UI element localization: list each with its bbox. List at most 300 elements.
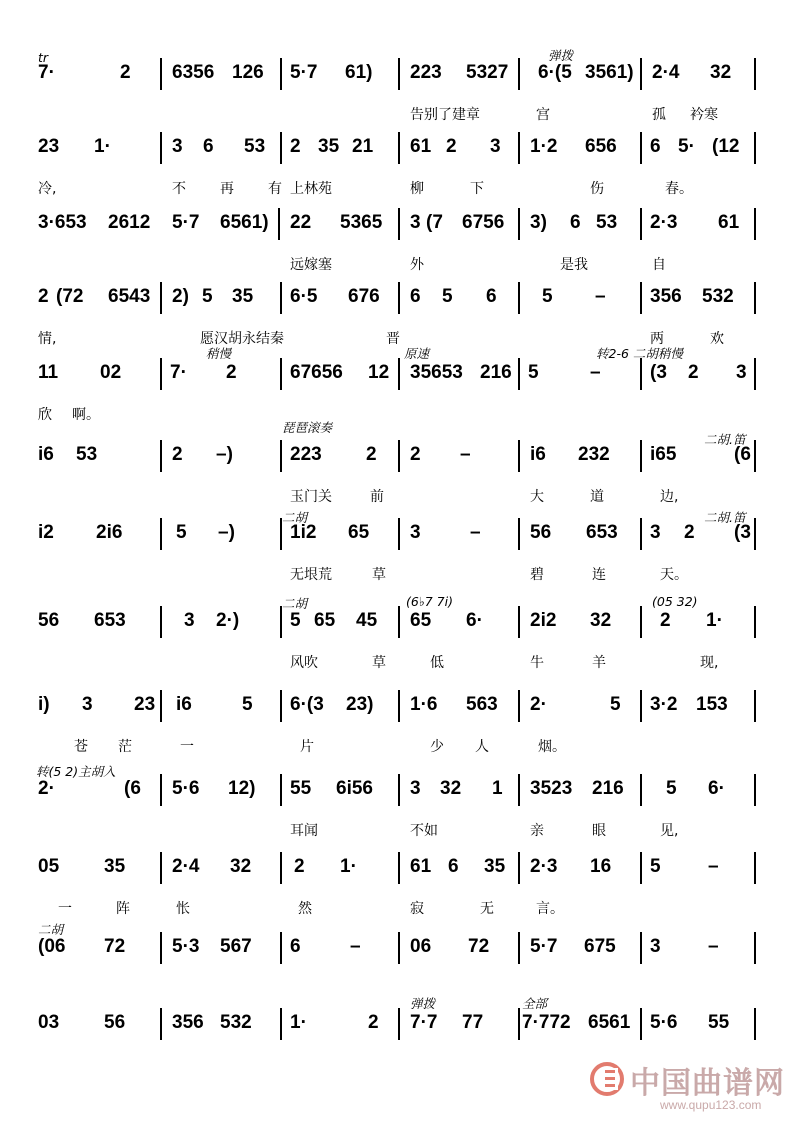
- barline: [398, 932, 400, 964]
- barline: [160, 440, 162, 472]
- note-group: 21: [352, 136, 374, 157]
- note-group: 5: [242, 694, 253, 715]
- note-group: 32: [440, 778, 462, 799]
- note-group: 3·653: [38, 212, 87, 233]
- note-group: 6: [486, 286, 497, 307]
- note-group: 5·6: [650, 1012, 678, 1033]
- note-group: 2: [368, 1012, 379, 1033]
- note-group: 3: [410, 778, 421, 799]
- note-group: 532: [220, 1012, 252, 1033]
- barline: [754, 932, 756, 964]
- lyric-syllable: 告别了建章: [410, 107, 480, 123]
- barline: [754, 208, 756, 240]
- note-group: –: [708, 856, 719, 877]
- lyric-syllable: 眼: [592, 823, 606, 839]
- note-group: 6: [203, 136, 214, 157]
- note-line: [0, 358, 792, 388]
- note-group: 3: [650, 522, 661, 543]
- note-group: 5·3: [172, 936, 200, 957]
- note-group: 563: [466, 694, 498, 715]
- lyric-syllable: 草: [372, 655, 386, 671]
- note-line: [0, 440, 792, 470]
- note-group: 16: [590, 856, 612, 877]
- note-group: 3: [410, 212, 421, 233]
- performance-annotation: 二胡.笛: [704, 510, 746, 525]
- note-group: 2i2: [530, 610, 557, 631]
- note-group: 77: [462, 1012, 484, 1033]
- note-group: 3: [410, 522, 421, 543]
- note-group: 5: [442, 286, 453, 307]
- note-group: 6756: [462, 212, 505, 233]
- performance-annotation: (05 32): [652, 594, 698, 609]
- note-group: 3523: [530, 778, 573, 799]
- note-group: 2: [294, 856, 305, 877]
- note-group: 6: [570, 212, 581, 233]
- note-group: 05: [38, 856, 60, 877]
- note-group: 2612: [108, 212, 151, 233]
- note-group: 5·6: [172, 778, 200, 799]
- note-group: 3: [82, 694, 93, 715]
- lyric-syllable: 无: [480, 901, 494, 917]
- note-group: (3: [734, 522, 751, 543]
- note-group: 02: [100, 362, 122, 383]
- barline: [398, 282, 400, 314]
- note-group: 126: [232, 62, 264, 83]
- performance-annotation: 二胡.笛: [704, 432, 746, 447]
- barline: [278, 208, 280, 240]
- note-group: 35: [484, 856, 506, 877]
- note-group: 65: [348, 522, 370, 543]
- note-group: 2·4: [652, 62, 680, 83]
- note-group: 2·3: [650, 212, 678, 233]
- lyric-syllable: 远嫁塞: [290, 257, 332, 273]
- note-group: 53: [596, 212, 618, 233]
- note-group: 67656: [290, 362, 343, 383]
- note-line: [0, 774, 792, 804]
- note-group: 5·: [678, 136, 695, 157]
- lyric-syllable: 烟。: [538, 739, 566, 755]
- performance-annotation: 全部: [522, 996, 548, 1011]
- note-group: i6: [176, 694, 192, 715]
- lyric-syllable: 风吹: [290, 655, 318, 671]
- barline: [754, 518, 756, 550]
- barline: [398, 358, 400, 390]
- barline: [754, 282, 756, 314]
- note-group: 6: [650, 136, 661, 157]
- barline: [398, 58, 400, 90]
- note-group: i2: [38, 522, 54, 543]
- note-group: 3): [530, 212, 547, 233]
- note-group: 532: [702, 286, 734, 307]
- lyric-syllable: 一: [180, 739, 194, 755]
- lyric-syllable: 上林苑: [290, 181, 332, 197]
- lyric-syllable: 冷,: [38, 181, 57, 197]
- note-line: [0, 852, 792, 882]
- barline: [160, 690, 162, 722]
- note-group: 32: [590, 610, 612, 631]
- barline: [518, 440, 520, 472]
- note-line: [0, 208, 792, 238]
- lyric-syllable: 然: [298, 901, 312, 917]
- note-group: 5: [542, 286, 553, 307]
- barline: [518, 1008, 520, 1040]
- note-group: 5: [650, 856, 661, 877]
- watermark-url: www.qupu123.com: [660, 1098, 762, 1112]
- lyric-syllable: 晋: [386, 331, 400, 347]
- barline: [754, 606, 756, 638]
- note-line: [0, 690, 792, 720]
- note-group: 356: [650, 286, 682, 307]
- lyric-syllable: 不如: [410, 823, 438, 839]
- lyric-syllable: 宫: [536, 107, 550, 123]
- barline: [754, 132, 756, 164]
- note-group: –: [350, 936, 361, 957]
- watermark: [590, 1058, 790, 1118]
- barline: [640, 690, 642, 722]
- note-group: i): [38, 694, 50, 715]
- note-group: 65: [410, 610, 432, 631]
- note-group: i65: [650, 444, 677, 465]
- lyric-syllable: 啊。: [72, 407, 100, 423]
- barline: [398, 518, 400, 550]
- note-line: [0, 932, 792, 962]
- lyric-syllable: 见,: [660, 823, 679, 839]
- lyric-syllable: 自: [652, 257, 666, 273]
- note-group: 55: [290, 778, 312, 799]
- note-group: (3: [650, 362, 667, 383]
- barline: [398, 852, 400, 884]
- lyric-syllable: 愿汉胡永结秦: [200, 331, 284, 347]
- barline: [754, 440, 756, 472]
- note-group: 2: [226, 362, 237, 383]
- note-group: –): [218, 522, 235, 543]
- note-group: 61: [718, 212, 740, 233]
- lyric-syllable: 下: [470, 181, 484, 197]
- barline: [160, 774, 162, 806]
- note-group: 6i56: [336, 778, 373, 799]
- lyric-syllable: 边,: [660, 489, 679, 505]
- note-group: 56: [104, 1012, 126, 1033]
- note-group: 7·7: [410, 1012, 438, 1033]
- note-group: 6·(5: [538, 62, 572, 83]
- barline: [518, 606, 520, 638]
- barline: [640, 440, 642, 472]
- note-group: 32: [710, 62, 732, 83]
- barline: [160, 932, 162, 964]
- note-group: 5: [666, 778, 677, 799]
- note-group: 1: [492, 778, 503, 799]
- note-group: 656: [585, 136, 617, 157]
- barline: [160, 358, 162, 390]
- note-group: 35: [318, 136, 340, 157]
- note-group: 2: [120, 62, 131, 83]
- barline: [280, 282, 282, 314]
- note-group: 61): [345, 62, 373, 83]
- note-group: 2): [172, 286, 189, 307]
- lyric-syllable: 言。: [536, 901, 564, 917]
- note-group: 356: [172, 1012, 204, 1033]
- note-group: 32: [230, 856, 252, 877]
- note-group: 5·7: [530, 936, 558, 957]
- lyric-syllable: 再: [220, 181, 234, 197]
- barline: [280, 358, 282, 390]
- note-group: –: [595, 286, 606, 307]
- note-group: –: [460, 444, 471, 465]
- note-line: [0, 282, 792, 312]
- note-group: 5: [528, 362, 539, 383]
- barline: [640, 774, 642, 806]
- note-group: 3: [650, 936, 661, 957]
- note-group: 7·772: [522, 1012, 571, 1033]
- note-group: 1·: [94, 136, 111, 157]
- barline: [398, 774, 400, 806]
- note-group: 2: [290, 136, 301, 157]
- lyric-syllable: 羊: [592, 655, 606, 671]
- barline: [280, 774, 282, 806]
- note-group: i6: [530, 444, 546, 465]
- note-group: 1·6: [410, 694, 438, 715]
- note-group: 1·: [340, 856, 357, 877]
- note-group: 1i2: [290, 522, 317, 543]
- note-group: 35653: [410, 362, 463, 383]
- note-group: 55: [708, 1012, 730, 1033]
- lyric-syllable: 牛: [530, 655, 544, 671]
- barline: [518, 932, 520, 964]
- performance-annotation: 二胡: [282, 510, 308, 525]
- note-line: [0, 518, 792, 548]
- note-group: 6561: [588, 1012, 631, 1033]
- note-group: 23): [346, 694, 374, 715]
- performance-annotation: 弹拨: [410, 996, 436, 1011]
- lyric-syllable: 现,: [700, 655, 719, 671]
- watermark-brand: 中国曲谱网: [630, 1066, 785, 1101]
- note-group: 1·2: [530, 136, 558, 157]
- lyric-syllable: 少: [430, 739, 444, 755]
- barline: [754, 690, 756, 722]
- performance-annotation: 琵琶滚奏: [282, 420, 333, 435]
- barline: [640, 1008, 642, 1040]
- lyric-syllable: 有: [268, 181, 282, 197]
- note-group: 5: [290, 610, 301, 631]
- lyric-syllable: 前: [370, 489, 384, 505]
- barline: [518, 208, 520, 240]
- note-line: [0, 1008, 792, 1038]
- note-group: (7: [426, 212, 443, 233]
- note-line: [0, 132, 792, 162]
- barline: [398, 208, 400, 240]
- barline: [640, 518, 642, 550]
- note-group: 3561): [585, 62, 634, 83]
- lyric-syllable: 一: [58, 901, 72, 917]
- note-group: 6561): [220, 212, 269, 233]
- barline: [754, 58, 756, 90]
- note-group: 61: [410, 856, 432, 877]
- note-group: 6543: [108, 286, 151, 307]
- lyric-syllable: 道: [590, 489, 604, 505]
- note-group: 3·2: [650, 694, 678, 715]
- note-group: (6: [734, 444, 751, 465]
- barline: [518, 132, 520, 164]
- note-group: 35: [104, 856, 126, 877]
- lyric-syllable: 碧: [530, 567, 544, 583]
- lyric-syllable: 外: [410, 257, 424, 273]
- note-group: 56: [530, 522, 552, 543]
- note-group: 223: [410, 62, 442, 83]
- note-group: –: [470, 522, 481, 543]
- barline: [280, 58, 282, 90]
- note-group: 5·7: [290, 62, 318, 83]
- performance-annotation: 转(5 2)主胡入: [36, 764, 116, 779]
- lyric-syllable: 耳闻: [290, 823, 318, 839]
- note-group: 653: [586, 522, 618, 543]
- performance-annotation: 原速: [404, 346, 430, 361]
- lyric-syllable: 阵: [116, 901, 130, 917]
- barline: [518, 282, 520, 314]
- lyric-syllable: 伤: [590, 181, 604, 197]
- lyric-syllable: 孤: [652, 107, 666, 123]
- note-group: 22: [290, 212, 312, 233]
- note-group: 2: [446, 136, 457, 157]
- note-group: 72: [104, 936, 126, 957]
- performance-annotation: 二胡: [38, 922, 64, 937]
- lyric-syllable: 柳: [410, 181, 424, 197]
- note-group: 06: [410, 936, 432, 957]
- barline: [398, 1008, 400, 1040]
- barline: [518, 358, 520, 390]
- note-group: 3: [736, 362, 747, 383]
- note-group: 5: [202, 286, 213, 307]
- barline: [640, 358, 642, 390]
- note-group: 1·: [290, 1012, 307, 1033]
- note-group: 35: [232, 286, 254, 307]
- barline: [640, 606, 642, 638]
- note-group: 2: [688, 362, 699, 383]
- note-group: 5: [610, 694, 621, 715]
- note-group: 653: [94, 610, 126, 631]
- note-group: 6·5: [290, 286, 318, 307]
- barline: [280, 852, 282, 884]
- note-group: 2i6: [96, 522, 123, 543]
- note-group: 567: [220, 936, 252, 957]
- lyric-syllable: 衿寒: [690, 107, 718, 123]
- barline: [280, 932, 282, 964]
- barline: [160, 1008, 162, 1040]
- performance-annotation: (6♭7 7i): [406, 594, 453, 609]
- note-group: 7·: [170, 362, 187, 383]
- note-group: 153: [696, 694, 728, 715]
- performance-annotation: 稍慢: [206, 346, 232, 361]
- note-group: 2: [410, 444, 421, 465]
- note-group: 23: [38, 136, 60, 157]
- lyric-syllable: 草: [372, 567, 386, 583]
- note-group: 11: [38, 362, 59, 383]
- barline: [754, 358, 756, 390]
- barline: [640, 852, 642, 884]
- note-group: 675: [584, 936, 616, 957]
- lyric-syllable: 寂: [410, 901, 424, 917]
- note-group: –): [216, 444, 233, 465]
- note-group: 6·: [708, 778, 725, 799]
- note-group: 216: [480, 362, 512, 383]
- lyric-syllable: 片: [300, 739, 314, 755]
- note-group: 2·): [216, 610, 240, 631]
- note-group: i6: [38, 444, 54, 465]
- lyric-syllable: 大: [530, 489, 544, 505]
- lyric-syllable: 亲: [530, 823, 544, 839]
- barline: [754, 852, 756, 884]
- performance-annotation: 二胡: [282, 596, 308, 611]
- barline: [280, 440, 282, 472]
- note-group: 216: [592, 778, 624, 799]
- note-group: 6: [448, 856, 459, 877]
- note-group: 6356: [172, 62, 215, 83]
- barline: [754, 774, 756, 806]
- lyric-syllable: 怅: [176, 901, 190, 917]
- barline: [160, 852, 162, 884]
- lyric-syllable: 茫: [118, 739, 132, 755]
- note-group: 03: [38, 1012, 60, 1033]
- note-group: 6·: [466, 610, 483, 631]
- barline: [280, 132, 282, 164]
- lyric-syllable: 玉门关: [290, 489, 332, 505]
- lyric-syllable: 人: [475, 739, 489, 755]
- note-group: 2·3: [530, 856, 558, 877]
- lyric-syllable: 低: [430, 655, 444, 671]
- performance-annotation: tr: [38, 50, 49, 65]
- note-group: 6: [410, 286, 421, 307]
- barline: [518, 690, 520, 722]
- lyric-syllable: 春。: [665, 181, 693, 197]
- barline: [398, 440, 400, 472]
- lyric-syllable: 欢: [710, 331, 724, 347]
- lyric-syllable: 天。: [660, 567, 688, 583]
- note-group: 56: [38, 610, 60, 631]
- barline: [518, 58, 520, 90]
- note-group: (06: [38, 936, 66, 957]
- barline: [160, 58, 162, 90]
- note-group: 23: [134, 694, 156, 715]
- lyric-syllable: 连: [592, 567, 606, 583]
- lyric-syllable: 情,: [38, 331, 57, 347]
- lyric-syllable: 两: [650, 331, 664, 347]
- note-group: 65: [314, 610, 336, 631]
- note-group: 2: [38, 286, 49, 307]
- note-group: 3: [172, 136, 183, 157]
- note-group: 676: [348, 286, 380, 307]
- performance-annotation: 转2-6 二胡稍慢: [596, 346, 683, 361]
- barline: [518, 518, 520, 550]
- note-group: 2·4: [172, 856, 200, 877]
- barline: [398, 606, 400, 638]
- note-group: 12): [228, 778, 256, 799]
- note-group: 5327: [466, 62, 509, 83]
- qupu-logo-icon: [590, 1062, 624, 1096]
- note-group: 7·: [38, 62, 55, 83]
- performance-annotation: 弹拨: [548, 48, 574, 63]
- lyric-syllable: 无垠荒: [290, 567, 332, 583]
- note-group: 5: [176, 522, 187, 543]
- note-group: 45: [356, 610, 378, 631]
- note-group: 53: [76, 444, 98, 465]
- note-group: 3: [490, 136, 501, 157]
- barline: [640, 932, 642, 964]
- note-group: 6·(3: [290, 694, 324, 715]
- lyric-syllable: 欣: [38, 407, 52, 423]
- note-group: 2·: [38, 778, 55, 799]
- note-group: 5·7: [172, 212, 200, 233]
- barline: [640, 132, 642, 164]
- note-group: 223: [290, 444, 322, 465]
